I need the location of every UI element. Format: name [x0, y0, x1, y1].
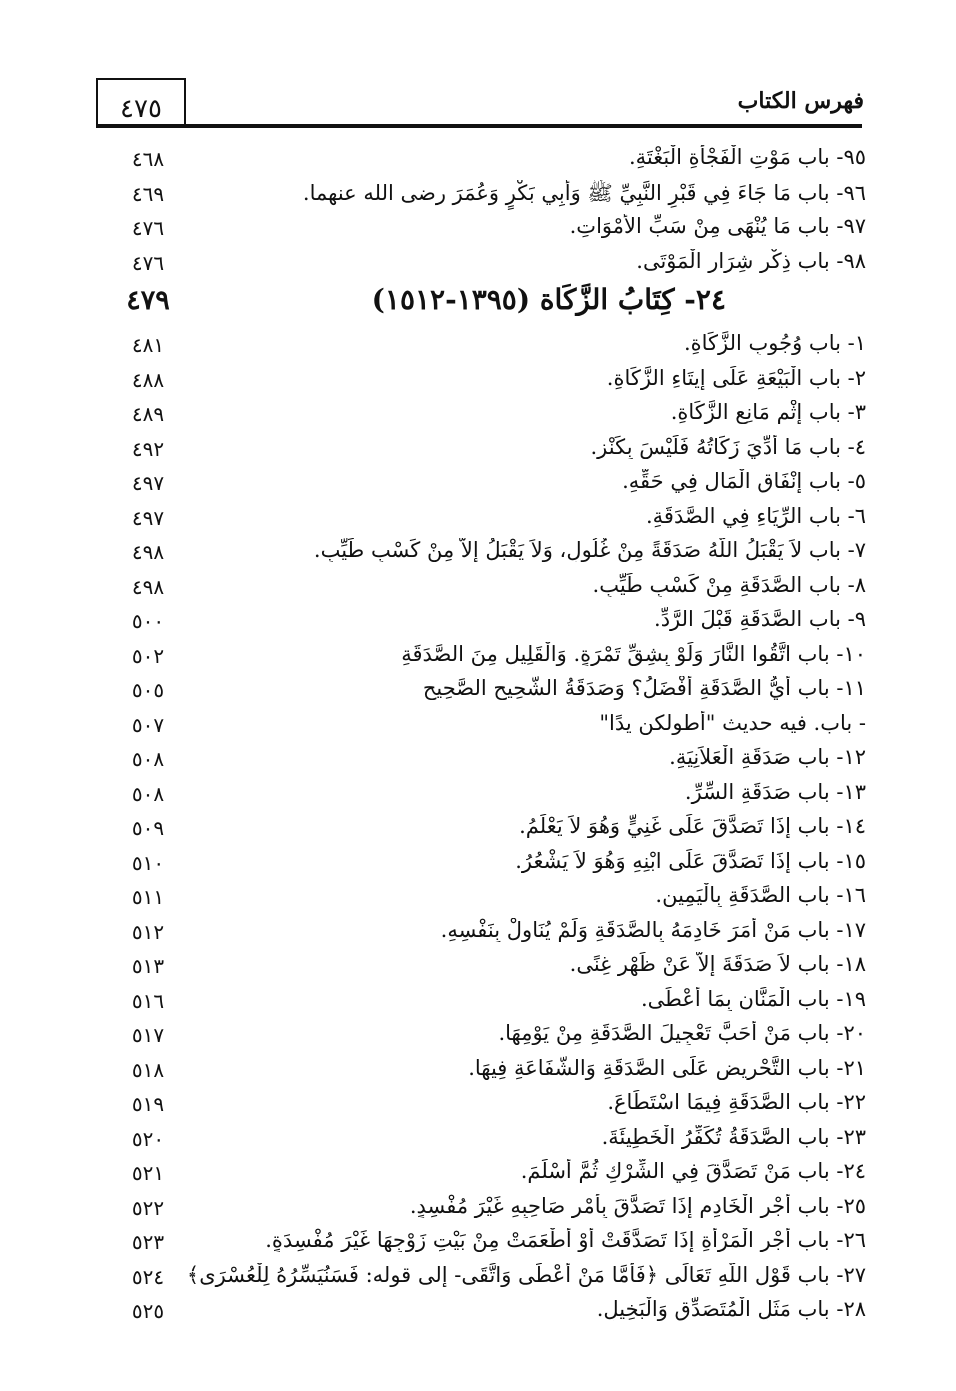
entry-page-number: ٥٠٥: [131, 678, 165, 702]
index-entry-row: [96, 327, 866, 362]
entry-page-number: ٥٠٠: [131, 609, 165, 633]
entry-title: ١١- باب أَيُّ الصَّدَقَةِ أَفْضَلُ؟ وَصَدَقَةُ الشَّحِيحِ الصَّحِيحِ: [422, 676, 866, 700]
entry-page-number: ٤٨٨: [131, 367, 165, 392]
entry-title: ٢٧- باب قَوْلِ اللَّهِ تَعَالَى ﴿فَأَمَّا مَنْ أَعْطَى وَاتَّقَى- إلى قوله: فَسَنُيَسِّرُهُ لِلْعُسْرَى﴾: [186, 1262, 866, 1287]
entry-title: ٢- باب الْبَيْعَةِ عَلَى إِيتَاءِ الزَّكَاةِ.: [606, 365, 866, 390]
entry-title: ١- باب وُجُوبِ الزَّكَاةِ.: [683, 331, 866, 355]
page-number-box: [96, 78, 186, 126]
entry-page-number: ٤٨١: [131, 333, 165, 357]
index-entry-row: [96, 845, 866, 880]
entry-title: ٣- باب إِثْمِ مَانِعِ الزَّكَاةِ.: [670, 400, 866, 424]
entry-page-number: ٥٢٥: [131, 1299, 165, 1323]
index-entry-row: [96, 465, 866, 500]
index-entry-row: [96, 534, 866, 569]
index-entry-row: [96, 1017, 866, 1052]
index-entry-row: [96, 1259, 866, 1294]
entry-page-number: ٥٠٧: [131, 712, 165, 737]
index-entry-row: [96, 1121, 866, 1156]
entry-page-number: ٥١١: [131, 885, 165, 909]
entry-page-number: ٥١٧: [131, 1023, 165, 1047]
book-heading-row: [96, 279, 866, 327]
entry-title: ٢٤- باب مَنْ تَصَدَّقَ فِي الشِّرْكِ ثُمَّ أَسْلَمَ.: [520, 1159, 866, 1183]
entry-page-number: ٥٢٣: [131, 1230, 165, 1254]
entry-title: ١٧- باب مَنْ أَمَرَ خَادِمَهُ بِالصَّدَقَةِ وَلَمْ يُنَاوِلْ بِنَفْسِهِ.: [440, 917, 866, 942]
entry-title: ٢٥- باب أَجْرِ الْخَادِمِ إِذَا تَصَدَّقَ بِأَمْرِ صَاحِبِهِ غَيْرَ مُفْسِدٍ.: [409, 1193, 866, 1218]
index-entry-row: [96, 948, 866, 983]
entry-page-number: ٥٠٢: [131, 643, 165, 668]
entry-title: ١٥- باب إِذَا تَصَدَّقَ عَلَى ابْنِهِ وَهُوَ لاَ يَشْعُرُ.: [515, 848, 866, 873]
entry-page-number: ٥٠٨: [131, 747, 165, 771]
entry-page-number: ٥٠٨: [131, 781, 165, 806]
index-entry-row: [96, 569, 866, 604]
entry-title: ١٩- باب الْمَنَّانِ بِمَا أَعْطَى.: [640, 986, 866, 1011]
entry-page-number: ٥٢٤: [131, 1264, 165, 1289]
entry-title: ٩- باب الصَّدَقَةِ قَبْلَ الرَّدِّ.: [654, 607, 866, 631]
entry-title: ٢٦- باب أَجْرِ الْمَرْأَةِ إِذَا تَصَدَّقَتْ أَوْ أَطْعَمَتْ مِنْ بَيْتِ زَوْجِهَا غَيْرَ مُفْسِدَةٍ.: [265, 1228, 866, 1252]
entry-title: ٢٣- باب الصَّدَقَةُ تُكَفِّرُ الْخَطِيئَةَ.: [601, 1124, 866, 1149]
entry-page-number: ٤٧٦: [131, 250, 165, 275]
entry-page-number: ٥١٩: [131, 1092, 165, 1116]
entry-title: ١٤- باب إِذَا تَصَدَّقَ عَلَى غَنِيٍّ وَهُوَ لاَ يَعْلَمُ.: [519, 814, 866, 838]
entry-title: ١٦- باب الصَّدَقَةِ بِالْيَمِينِ.: [655, 883, 866, 907]
index-entry-row: [96, 362, 866, 397]
index-entry-row: [96, 1052, 866, 1087]
entry-page-number: ٥٠٩: [131, 816, 165, 840]
index-entry-row: [96, 396, 866, 431]
index-entry-row: [96, 431, 866, 466]
index-entry-row: [96, 1190, 866, 1225]
entry-title: ١٣- باب صَدَقَةِ السِّرِّ.: [684, 779, 866, 804]
entry-page-number: ٤٩٨: [131, 574, 165, 599]
entry-page-number: ٥٢٢: [131, 1195, 165, 1220]
index-entry-row: [96, 914, 866, 949]
entry-title: ١٠- باب اتَّقُوا النَّارَ وَلَوْ بِشِقِّ تَمْرَةٍ. وَالْقَلِيلِ مِنَ الصَّدَقَةِ: [401, 641, 866, 666]
entry-page-number: ٤٩٢: [131, 436, 165, 461]
entry-title: ١٢- باب صَدَقَةِ الْعَلاَنِيَةِ.: [669, 745, 866, 769]
entry-title: ٦- باب الرِّيَاءِ فِي الصَّدَقَةِ.: [645, 503, 866, 528]
entry-page-number: ٤٩٨: [131, 540, 165, 564]
index-entry-row: [96, 1086, 866, 1121]
entry-page-number: ٤٦٨: [131, 147, 165, 171]
index-entry-row: [96, 672, 866, 707]
entry-title: ٥- باب إِنْفَاقِ الْمَالِ فِي حَقِّهِ.: [622, 469, 866, 493]
index-entry-row: [96, 707, 866, 742]
book-heading-page-number: ٤٧٩: [126, 285, 170, 316]
entry-page-number: ٥١٢: [131, 919, 165, 944]
entry-page-number: ٥١٦: [131, 988, 165, 1013]
index-entry-row: [96, 638, 866, 673]
index-entry-row: [96, 176, 866, 211]
index-entry-row: [96, 983, 866, 1018]
entry-page-number: ٤٩٧: [131, 505, 165, 530]
index-entry-row: [96, 1155, 866, 1190]
index-entry-row: [96, 141, 866, 176]
header-rule: [96, 124, 862, 128]
entry-page-number: ٤٦٩: [131, 181, 165, 206]
entry-page-number: ٥٢١: [131, 1161, 165, 1185]
entry-title: ٢٠- باب مَنْ أَحَبَّ تَعْجِيلَ الصَّدَقَةِ مِنْ يَوْمِهَا.: [498, 1021, 866, 1045]
entry-page-number: ٥١٨: [131, 1057, 165, 1082]
entry-title: ٩٨- باب ذِكْرِ شِرَارِ الْمَوْتَى.: [636, 248, 866, 273]
entry-page-number: ٥١٣: [131, 954, 165, 978]
entry-page-number: ٥١٠: [131, 850, 165, 875]
index-entry-row: [96, 245, 866, 280]
entry-title: ٨- باب الصَّدَقَةِ مِنْ كَسْبٍ طَيِّبٍ.: [592, 572, 866, 597]
entry-title: ٢١- باب التَّحْرِيضِ عَلَى الصَّدَقَةِ وَالشَّفَاعَةِ فِيهَا.: [468, 1055, 866, 1080]
index-entry-row: [96, 741, 866, 776]
entry-page-number: ٤٩٧: [131, 471, 165, 495]
page-number: ٤٧٥: [120, 94, 162, 124]
entry-title: - باب. فيه حديث "أطولكن يدًا": [599, 710, 866, 735]
index-entry-row: [96, 879, 866, 914]
index-entry-row: [96, 603, 866, 638]
entry-title: ٤- باب مَا أُدِّيَ زَكَاتُهُ فَلَيْسَ بِكَنْزٍ.: [590, 434, 866, 459]
index-entry-row: [96, 1293, 866, 1328]
entry-page-number: ٤٨٩: [131, 402, 165, 426]
index-entry-row: [96, 776, 866, 811]
index-entry-row: [96, 210, 866, 245]
entry-title: ٧- باب لاَ يَقْبَلُ اللَّهُ صَدَقَةً مِنْ غُلُولٍ، وَلاَ يَقْبَلُ إِلاَّ مِنْ كَسْبٍ طَيِّبٍ.: [313, 538, 866, 562]
entry-page-number: ٥٢٠: [131, 1126, 165, 1151]
index-entry-row: [96, 1224, 866, 1259]
book-heading-title: ٢٤- كِتَابُ الزَّكَاة (١٣٩٥-١٥١٢): [371, 283, 726, 316]
entry-title: ٢٢- باب الصَّدَقَةِ فِيمَا اسْتَطَاعَ.: [607, 1090, 866, 1114]
running-header-title: فهرس الكتاب: [737, 88, 864, 114]
entry-title: ١٨- باب لاَ صَدَقَةَ إِلاَّ عَنْ ظَهْرِ غِنًى.: [569, 952, 866, 976]
index-entries: [96, 141, 866, 1328]
entry-title: ٩٦- باب مَا جَاءَ فِي قَبْرِ النَّبِيِّ ﷺ وَأَبِي بَكْرٍ وَعُمَرَ رضى الله عنهما.: [302, 180, 866, 205]
entry-title: ٩٧- باب مَا يُنْهَى مِنْ سَبِّ الأَمْوَاتِ.: [569, 214, 866, 238]
entry-title: ٢٨- باب مَثَلِ الْمُتَصَدِّقِ وَالْبَخِيلِ.: [596, 1297, 866, 1321]
index-entry-row: [96, 810, 866, 845]
entry-title: ٩٥- باب مَوْتِ الْفَجْأَةِ الْبَغْتَةِ.: [628, 145, 866, 169]
entry-page-number: ٤٧٦: [131, 216, 165, 240]
index-entry-row: [96, 500, 866, 535]
